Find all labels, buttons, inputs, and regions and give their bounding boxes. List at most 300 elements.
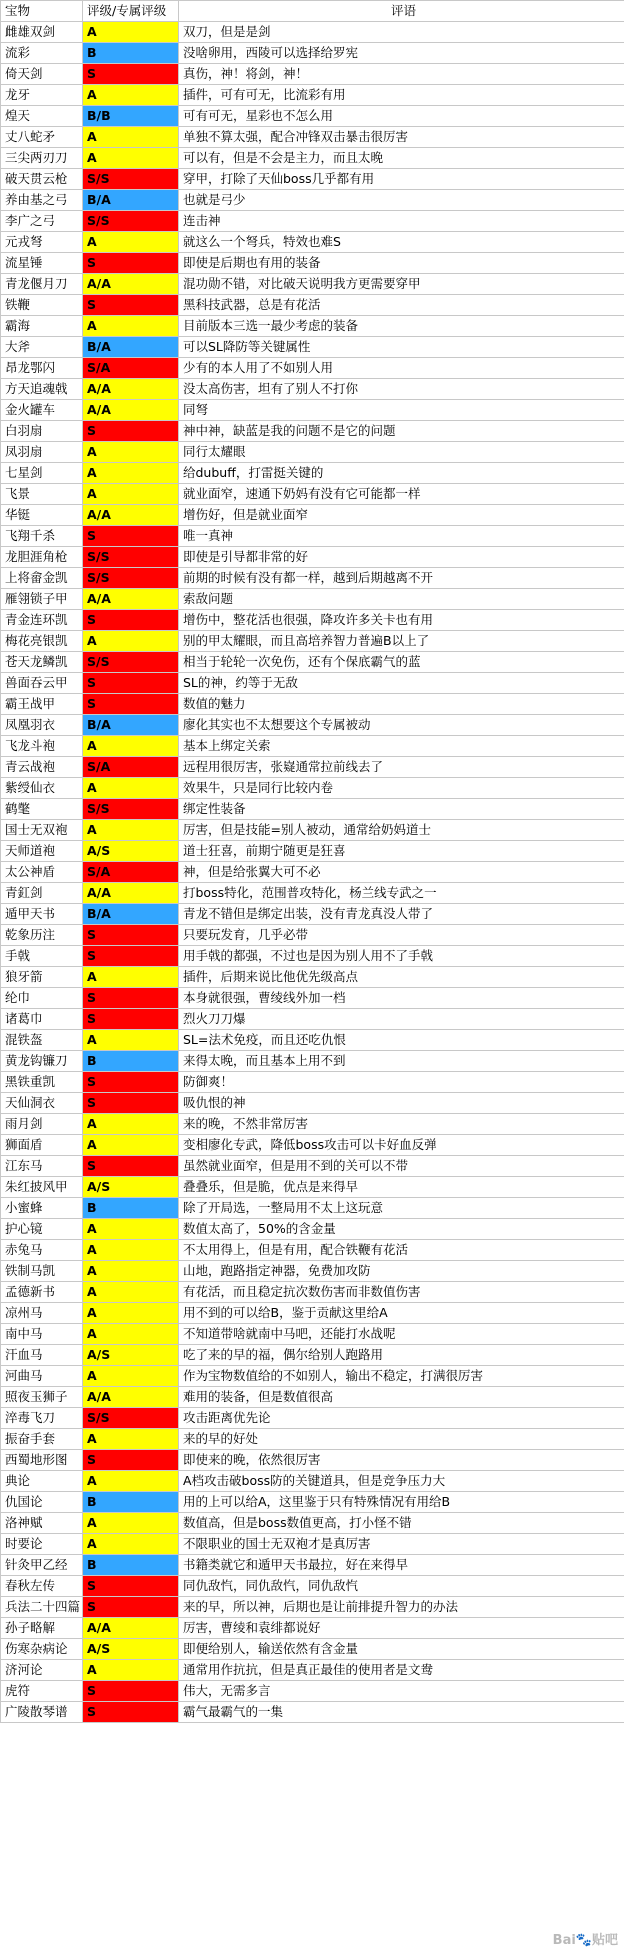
treasure-name-cell: 飞翔千杀 [1,526,83,547]
treasure-name-cell: 仇国论 [1,1492,83,1513]
table-row [1,43,624,64]
rating-cell: A [83,232,179,253]
table-row [1,1513,624,1534]
table-row [1,799,624,820]
table-row [1,337,624,358]
table-row [1,400,624,421]
treasure-name-cell: 雁翎锁子甲 [1,589,83,610]
comment-cell: 霸气最霸气的一集 [179,1702,624,1723]
rating-cell: S/S [83,652,179,673]
treasure-name-cell: 流彩 [1,43,83,64]
table-row [1,715,624,736]
rating-cell: A/S [83,1177,179,1198]
treasure-name-cell: 金火罐车 [1,400,83,421]
treasure-name-cell: 淬毒飞刀 [1,1408,83,1429]
treasure-name-cell: 丈八蛇矛 [1,127,83,148]
comment-cell: 插件，可有可无，比流彩有用 [179,85,624,106]
table-row [1,1177,624,1198]
comment-cell: 就这么一个弩兵，特效也难S [179,232,624,253]
treasure-name-cell: 护心镜 [1,1219,83,1240]
treasure-name-cell: 狮面盾 [1,1135,83,1156]
rating-cell: S/S [83,169,179,190]
rating-cell: A [83,1240,179,1261]
comment-cell: 穿甲，打除了天仙boss几乎都有用 [179,169,624,190]
comment-cell: 打boss特化，范围普攻特化，杨兰线专武之一 [179,883,624,904]
comment-cell: 给dubuff，打雷挺关键的 [179,463,624,484]
comment-cell: 即使是引导都非常的好 [179,547,624,568]
rating-cell: A/A [83,400,179,421]
table-row [1,1240,624,1261]
table-row [1,1261,624,1282]
treasure-name-cell: 黄龙钩镰刀 [1,1051,83,1072]
table-row [1,1219,624,1240]
comment-cell: 可有可无，星彩也不怎么用 [179,106,624,127]
comment-cell: 厉害，但是技能=别人被动，通常给奶妈道士 [179,820,624,841]
treasure-name-cell: 凤凰羽衣 [1,715,83,736]
treasure-name-cell: 元戎弩 [1,232,83,253]
comment-cell: 数值的魅力 [179,694,624,715]
comment-cell: 防御爽！ [179,1072,624,1093]
rating-cell: A [83,631,179,652]
table-row [1,463,624,484]
table-row [1,673,624,694]
treasure-name-cell: 混铁盔 [1,1030,83,1051]
rating-cell: A/A [83,1618,179,1639]
treasure-name-cell: 诸葛巾 [1,1009,83,1030]
table-row [1,127,624,148]
rating-cell: A [83,148,179,169]
rating-cell: S [83,1576,179,1597]
rating-cell: A/A [83,379,179,400]
rating-cell: S [83,1597,179,1618]
rating-cell: B [83,1051,179,1072]
comment-cell: 索敌问题 [179,589,624,610]
comment-cell: 别的甲太耀眼，而且高培养智力普遍B以上了 [179,631,624,652]
treasure-name-cell: 赤兔马 [1,1240,83,1261]
treasure-name-cell: 凤羽扇 [1,442,83,463]
treasure-name-cell: 太公神盾 [1,862,83,883]
table-row [1,694,624,715]
table-row [1,190,624,211]
comment-cell: 除了开局选，一整局用不太上这玩意 [179,1198,624,1219]
treasure-name-cell: 李广之弓 [1,211,83,232]
rating-cell: A [83,778,179,799]
rating-cell: A [83,1303,179,1324]
table-row [1,547,624,568]
treasure-name-cell: 七星剑 [1,463,83,484]
treasure-name-cell: 苍天龙鳞凯 [1,652,83,673]
table-row [1,1660,624,1681]
rating-cell: S/S [83,547,179,568]
table-row [1,925,624,946]
treasure-name-cell: 汗血马 [1,1345,83,1366]
rating-cell: A/S [83,841,179,862]
rating-cell: A [83,85,179,106]
rating-cell: A/S [83,1345,179,1366]
treasure-name-cell: 孟德新书 [1,1282,83,1303]
rating-cell: B/A [83,190,179,211]
comment-cell: 少有的本人用了不如别人用 [179,358,624,379]
comment-cell: 即使是后期也有用的装备 [179,253,624,274]
table-body [1,22,624,1723]
comment-cell: 基本上绑定关索 [179,736,624,757]
rating-cell: A [83,1324,179,1345]
table-row [1,274,624,295]
comment-cell: 厉害，曹绫和袁绯都说好 [179,1618,624,1639]
table-row [1,1051,624,1072]
treasure-name-cell: 龙胆涯角枪 [1,547,83,568]
table-row [1,1114,624,1135]
treasure-name-cell: 养由基之弓 [1,190,83,211]
treasure-name-cell: 煌天 [1,106,83,127]
table-row [1,631,624,652]
treasure-name-cell: 白羽扇 [1,421,83,442]
comment-cell: 吃了来的早的福，偶尔给别人跑路用 [179,1345,624,1366]
comment-cell: 用不到的可以给B，鉴于贡献这里给A [179,1303,624,1324]
table-row [1,1135,624,1156]
table-row [1,820,624,841]
table-row [1,421,624,442]
treasure-name-cell: 纶巾 [1,988,83,1009]
table-row [1,22,624,43]
table-row [1,568,624,589]
rating-cell: B/A [83,715,179,736]
comment-cell: 只要玩发育，几乎必带 [179,925,624,946]
table-row [1,1156,624,1177]
treasure-name-cell: 遁甲天书 [1,904,83,925]
comment-cell: 不限职业的国士无双袍才是真厉害 [179,1534,624,1555]
comment-cell: 唯一真神 [179,526,624,547]
table-row [1,883,624,904]
rating-cell: A [83,1660,179,1681]
treasure-name-cell: 青云战袍 [1,757,83,778]
rating-cell: A [83,967,179,988]
comment-cell: 变相廖化专武，降低boss攻击可以卡好血反弹 [179,1135,624,1156]
comment-cell: 增伤好，但是就业面窄 [179,505,624,526]
comment-cell: 虽然就业面窄，但是用不到的关可以不带 [179,1156,624,1177]
rating-cell: A/A [83,589,179,610]
treasure-name-cell: 昂龙鄂闪 [1,358,83,379]
table-row [1,85,624,106]
comment-cell: 混功勋不错，对比破天说明我方更需要穿甲 [179,274,624,295]
treasure-name-cell: 江东马 [1,1156,83,1177]
treasure-name-cell: 河曲马 [1,1366,83,1387]
comment-cell: 即使来的晚，依然很厉害 [179,1450,624,1471]
rating-cell: A/A [83,883,179,904]
table-row [1,589,624,610]
comment-cell: 可以SL降防等关键属性 [179,337,624,358]
comment-cell: 廖化其实也不太想要这个专属被动 [179,715,624,736]
treasure-name-cell: 南中马 [1,1324,83,1345]
treasure-name-cell: 凉州马 [1,1303,83,1324]
treasure-name-cell: 破天贯云枪 [1,169,83,190]
comment-cell: 叠叠乐，但是脆，优点是来得早 [179,1177,624,1198]
comment-cell: 双刀，但是是剑 [179,22,624,43]
comment-cell: 不知道带啥就南中马吧，还能打水战呢 [179,1324,624,1345]
table-row [1,1639,624,1660]
table-row [1,1534,624,1555]
comment-cell: 连击神 [179,211,624,232]
rating-cell: B [83,1492,179,1513]
comment-cell: 增伤中，整花活也很强，降攻许多关卡也有用 [179,610,624,631]
table-row [1,736,624,757]
treasure-name-cell: 飞景 [1,484,83,505]
table-row [1,652,624,673]
treasure-name-cell: 青金连环凯 [1,610,83,631]
comment-cell: 山地，跑路指定神器，免费加攻防 [179,1261,624,1282]
comment-cell: 插件，后期来说比他优先级高点 [179,967,624,988]
table-row [1,1030,624,1051]
table-row [1,505,624,526]
comment-cell: 前期的时候有没有都一样，越到后期越离不开 [179,568,624,589]
treasure-name-cell: 天仙洞衣 [1,1093,83,1114]
table-row [1,1387,624,1408]
comment-cell: 相当于轮轮一次免伤，还有个保底霸气的蓝 [179,652,624,673]
table-row [1,1345,624,1366]
table-row [1,358,624,379]
rating-cell: S [83,694,179,715]
comment-cell: SL的神，约等于无敌 [179,673,624,694]
treasure-name-cell: 照夜玉狮子 [1,1387,83,1408]
table-row [1,1366,624,1387]
table-row [1,64,624,85]
treasure-name-cell: 伤寒杂病论 [1,1639,83,1660]
rating-cell: B/A [83,904,179,925]
rating-cell: S/A [83,757,179,778]
table-row [1,106,624,127]
treasure-name-cell: 朱红披风甲 [1,1177,83,1198]
rating-cell: S [83,988,179,1009]
comment-cell: 绑定性装备 [179,799,624,820]
rating-cell: S/S [83,568,179,589]
table-row [1,1618,624,1639]
header-rating: 评级/专属评级 [83,1,179,22]
treasure-name-cell: 手戟 [1,946,83,967]
treasure-name-cell: 广陵散琴谱 [1,1702,83,1723]
treasure-name-cell: 三尖两刃刀 [1,148,83,169]
comment-cell: 就业面窄，速通下奶妈有没有它可能都一样 [179,484,624,505]
table-row [1,1450,624,1471]
rating-cell: A [83,1534,179,1555]
treasure-name-cell: 流星锤 [1,253,83,274]
rating-cell: S [83,946,179,967]
rating-cell: A [83,442,179,463]
treasure-name-cell: 孙子略解 [1,1618,83,1639]
table-row [1,316,624,337]
comment-cell: 单独不算太强，配合冲锋双击暴击很厉害 [179,127,624,148]
comment-cell: 用的上可以给A，这里鉴于只有特殊情况有用给B [179,1492,624,1513]
rating-cell: A [83,820,179,841]
table-row [1,1471,624,1492]
rating-cell: S/S [83,1408,179,1429]
rating-cell: S [83,925,179,946]
treasure-name-cell: 洛神赋 [1,1513,83,1534]
comment-cell: 神，但是给张翼大可不必 [179,862,624,883]
rating-cell: B/A [83,337,179,358]
comment-cell: 也就是弓少 [179,190,624,211]
rating-cell: S [83,1093,179,1114]
table-row [1,967,624,988]
comment-cell: 青龙不错但是绑定出装，没有青龙真没人带了 [179,904,624,925]
rating-cell: S [83,1072,179,1093]
table-row [1,379,624,400]
header-comment: 评语 [179,1,624,22]
comment-cell: 来得太晚，而且基本上用不到 [179,1051,624,1072]
rating-cell: S [83,673,179,694]
rating-cell: S/S [83,211,179,232]
treasure-name-cell: 霸海 [1,316,83,337]
rating-cell: A [83,1114,179,1135]
table-row [1,1093,624,1114]
table-row [1,1702,624,1723]
rating-cell: S [83,1156,179,1177]
treasure-name-cell: 上将畲金凯 [1,568,83,589]
table-row [1,1303,624,1324]
comment-cell: 书籍类就它和遁甲天书最拉，好在来得早 [179,1555,624,1576]
comment-cell: 神中神，缺蓝是我的问题不是它的问题 [179,421,624,442]
rating-cell: S [83,1702,179,1723]
rating-cell: A [83,463,179,484]
rating-cell: S [83,64,179,85]
comment-cell: 来的早的好处 [179,1429,624,1450]
rating-cell: A [83,1219,179,1240]
rating-cell: A [83,1135,179,1156]
treasure-name-cell: 兽面吞云甲 [1,673,83,694]
comment-cell: 不太用得上，但是有用，配合铁鞭有花活 [179,1240,624,1261]
table-row [1,1072,624,1093]
treasure-name-cell: 时要论 [1,1534,83,1555]
comment-cell: 伟大，无需多言 [179,1681,624,1702]
table-row [1,1555,624,1576]
rating-cell: A/A [83,505,179,526]
comment-cell: 攻击距离优先论 [179,1408,624,1429]
treasure-name-cell: 国士无双袍 [1,820,83,841]
treasure-name-cell: 针灸甲乙经 [1,1555,83,1576]
rating-cell: B/B [83,106,179,127]
treasure-name-cell: 典论 [1,1471,83,1492]
header-treasure: 宝物 [1,1,83,22]
table-row [1,904,624,925]
comment-cell: 道士狂喜，前期宁随更是狂喜 [179,841,624,862]
rating-cell: S [83,295,179,316]
treasure-name-cell: 倚天剑 [1,64,83,85]
comment-cell: 吸仇恨的神 [179,1093,624,1114]
table-row [1,1492,624,1513]
comment-cell: 用手戟的都强，不过也是因为别人用不了手戟 [179,946,624,967]
rating-cell: A [83,736,179,757]
table-row [1,757,624,778]
rating-cell: A/S [83,1639,179,1660]
rating-cell: S/A [83,358,179,379]
rating-cell: A [83,1429,179,1450]
watermark: Bai🐾贴吧 [552,1933,618,1948]
rating-cell: S/S [83,799,179,820]
rating-cell: A [83,1282,179,1303]
table-row [1,148,624,169]
table-row [1,1282,624,1303]
treasure-name-cell: 方天追魂戟 [1,379,83,400]
comment-cell: 来的晚，不然非常厉害 [179,1114,624,1135]
treasure-name-cell: 天师道袍 [1,841,83,862]
comment-cell: 烈火刀刀爆 [179,1009,624,1030]
rating-cell: B [83,1198,179,1219]
rating-cell: S [83,526,179,547]
table-row [1,988,624,1009]
treasure-name-cell: 雌雄双剑 [1,22,83,43]
treasure-name-cell: 青釭剑 [1,883,83,904]
treasure-name-cell: 振奋手套 [1,1429,83,1450]
table-row [1,1408,624,1429]
table-row [1,1681,624,1702]
treasure-name-cell: 黑铁重凯 [1,1072,83,1093]
table-row [1,841,624,862]
treasure-name-cell: 青龙偃月刀 [1,274,83,295]
treasure-name-cell: 飞龙斗袍 [1,736,83,757]
comment-cell: 作为宝物数值给的不如别人，输出不稳定，打满很厉害 [179,1366,624,1387]
treasure-name-cell: 龙牙 [1,85,83,106]
header-row [1,1,624,22]
comment-cell: 远程用很厉害，张嶷通常拉前线去了 [179,757,624,778]
comment-cell: 难用的装备，但是数值很高 [179,1387,624,1408]
treasure-name-cell: 乾象历注 [1,925,83,946]
table-row [1,1429,624,1450]
treasure-name-cell: 小蜜蜂 [1,1198,83,1219]
comment-cell: 同行太耀眼 [179,442,624,463]
table-row [1,1009,624,1030]
table-row [1,295,624,316]
rating-cell: A [83,1030,179,1051]
table-row [1,442,624,463]
table-row [1,484,624,505]
comment-cell: 有花活，而且稳定抗次数伤害而非数值伤害 [179,1282,624,1303]
rating-cell: S [83,1009,179,1030]
rating-cell: A/A [83,274,179,295]
table-row [1,778,624,799]
comment-cell: 同仇敌忾，同仇敌忾，同仇敌忾 [179,1576,624,1597]
comment-cell: 效果牛，只是同行比较内卷 [179,778,624,799]
treasure-name-cell: 鹤氅 [1,799,83,820]
comment-cell: 来的早，所以神，后期也是让前排提升智力的办法 [179,1597,624,1618]
treasure-name-cell: 虎符 [1,1681,83,1702]
comment-cell: 数值太高了，50%的含金量 [179,1219,624,1240]
table-row [1,1576,624,1597]
table-row [1,862,624,883]
rating-cell: B [83,1555,179,1576]
table-row [1,1324,624,1345]
rating-cell: A [83,22,179,43]
treasure-name-cell: 西蜀地形图 [1,1450,83,1471]
rating-cell: A/A [83,1387,179,1408]
rating-cell: S [83,610,179,631]
table-row [1,211,624,232]
treasure-name-cell: 梅花亮银凯 [1,631,83,652]
rating-cell: S [83,253,179,274]
comment-cell: 本身就很强，曹绫线外加一档 [179,988,624,1009]
comment-cell: 通常用作抗抗，但是真正最佳的使用者是文鸯 [179,1660,624,1681]
table-row [1,1198,624,1219]
treasure-name-cell: 兵法二十四篇 [1,1597,83,1618]
comment-cell: 没啥卵用，西陵可以选择给罗宪 [179,43,624,64]
comment-cell: 黑科技武器，总是有花活 [179,295,624,316]
treasure-name-cell: 济河论 [1,1660,83,1681]
comment-cell: 数值高，但是boss数值更高，打小怪不错 [179,1513,624,1534]
treasure-name-cell: 铁鞭 [1,295,83,316]
treasure-name-cell: 雨月剑 [1,1114,83,1135]
rating-cell: B [83,43,179,64]
comment-cell: 即便给别人，输送依然有含金量 [179,1639,624,1660]
rating-cell: A [83,127,179,148]
comment-cell: 没太高伤害，坦有了别人不打你 [179,379,624,400]
